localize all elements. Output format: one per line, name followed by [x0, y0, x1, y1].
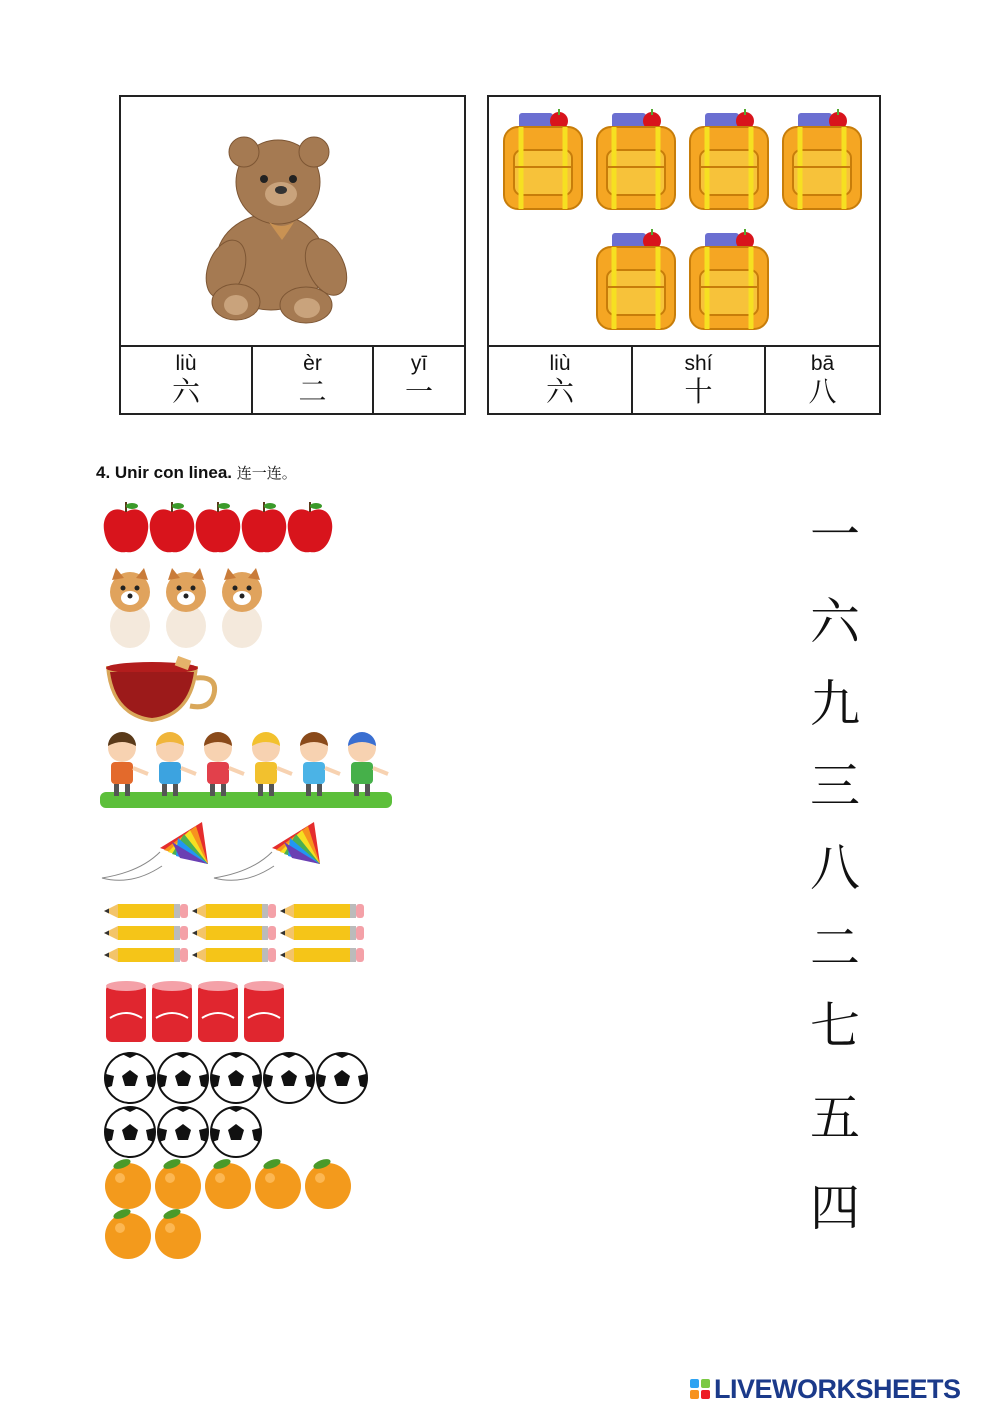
numeral-2[interactable]: 六: [810, 593, 860, 651]
option-3[interactable]: [766, 347, 879, 413]
numeral-6[interactable]: 二: [810, 919, 860, 977]
option-1[interactable]: [489, 347, 633, 413]
numeral-9[interactable]: 四: [810, 1179, 860, 1237]
pinyin: liù: [175, 352, 197, 375]
soccer-ball-icon: [317, 1053, 367, 1104]
apple-icon: [104, 502, 149, 552]
child-icon: [300, 732, 340, 796]
orange-icon: [155, 1157, 201, 1209]
kite-icon: [102, 822, 208, 880]
apple-icon: [242, 502, 287, 552]
dog-icon: [166, 568, 206, 648]
pencil-icon: [104, 904, 188, 918]
orange-icon: [155, 1207, 201, 1259]
numeral-5[interactable]: 八: [810, 839, 860, 897]
option-3[interactable]: [374, 347, 464, 413]
pencils-row[interactable]: [100, 898, 372, 972]
orange-icon: [105, 1157, 151, 1209]
pencil-icon: [192, 904, 276, 918]
dog-icon: [110, 568, 150, 648]
soccer-ball-icon: [105, 1107, 155, 1158]
soccer-ball-icon: [158, 1053, 208, 1104]
apple-icon: [288, 502, 333, 552]
cola-can-icon: [244, 981, 284, 1042]
pencil-icon: [104, 948, 188, 962]
orange-icon: [255, 1157, 301, 1209]
liveworksheets-logo: [690, 1374, 990, 1404]
logo-icon: [690, 1379, 710, 1399]
hanzi: 八: [808, 375, 837, 408]
answer-options: [121, 345, 464, 413]
pencil-icon: [280, 948, 364, 962]
option-2[interactable]: [253, 347, 374, 413]
orange-icon: [205, 1157, 251, 1209]
pencil-icon: [280, 904, 364, 918]
soccer-balls-row[interactable]: [100, 1050, 372, 1164]
cola-can-icon: [152, 981, 192, 1042]
backpacks-image: [489, 97, 879, 347]
soccer-ball-icon: [211, 1053, 261, 1104]
pinyin: shí: [684, 352, 713, 375]
pinyin: èr: [303, 352, 322, 375]
pencil-icon: [104, 926, 188, 940]
pencil-icon: [280, 926, 364, 940]
numeral-3[interactable]: 九: [810, 675, 860, 733]
pencil-icon: [192, 926, 276, 940]
tea-cup-row[interactable]: [100, 656, 220, 730]
question-card-backpacks: [487, 95, 881, 415]
hanzi: 十: [684, 375, 713, 408]
pinyin: yī: [410, 352, 428, 375]
child-icon: [348, 732, 388, 796]
child-icon: [156, 732, 196, 796]
hanzi: 二: [298, 375, 327, 408]
apples-row[interactable]: [100, 500, 340, 560]
answer-options: [489, 345, 879, 413]
apple-icon: [150, 502, 195, 552]
apple-icon: [196, 502, 241, 552]
pencil-icon: [192, 948, 276, 962]
cola-can-icon: [106, 981, 146, 1042]
option-2[interactable]: [633, 347, 766, 413]
numeral-4[interactable]: 三: [810, 757, 860, 815]
pinyin: bā: [810, 352, 835, 375]
pinyin: liù: [549, 352, 571, 375]
cola-can-icon: [198, 981, 238, 1042]
hanzi: 六: [171, 375, 200, 408]
section-title-es: 4. Unir con linea.: [96, 463, 233, 482]
soccer-ball-icon: [105, 1053, 155, 1104]
soccer-ball-icon: [211, 1107, 261, 1158]
children-row[interactable]: [100, 730, 392, 818]
numeral-7[interactable]: 七: [810, 997, 860, 1055]
oranges-row[interactable]: [100, 1156, 360, 1268]
orange-icon: [105, 1207, 151, 1259]
hanzi: 一: [404, 375, 433, 408]
numeral-1[interactable]: 一: [810, 506, 860, 564]
section-title-zh: 连一连。: [236, 464, 297, 482]
cola-cans-row[interactable]: [100, 978, 300, 1052]
hanzi: 六: [545, 375, 574, 408]
kites-row[interactable]: [100, 818, 330, 898]
section-title: [96, 462, 297, 483]
option-1[interactable]: [121, 347, 253, 413]
child-icon: [252, 732, 292, 796]
soccer-ball-icon: [158, 1107, 208, 1158]
dog-icon: [222, 568, 262, 648]
soccer-ball-icon: [264, 1053, 314, 1104]
dogs-row[interactable]: [100, 566, 280, 656]
kite-icon: [214, 822, 320, 880]
numeral-8[interactable]: 五: [810, 1089, 860, 1147]
question-card-bear: [119, 95, 466, 415]
child-icon: [204, 732, 244, 796]
orange-icon: [305, 1157, 351, 1209]
brand-name: LIVEWORKSHEETS: [714, 1373, 961, 1404]
teddy-bear-image: [121, 97, 464, 347]
child-icon: [108, 732, 148, 796]
